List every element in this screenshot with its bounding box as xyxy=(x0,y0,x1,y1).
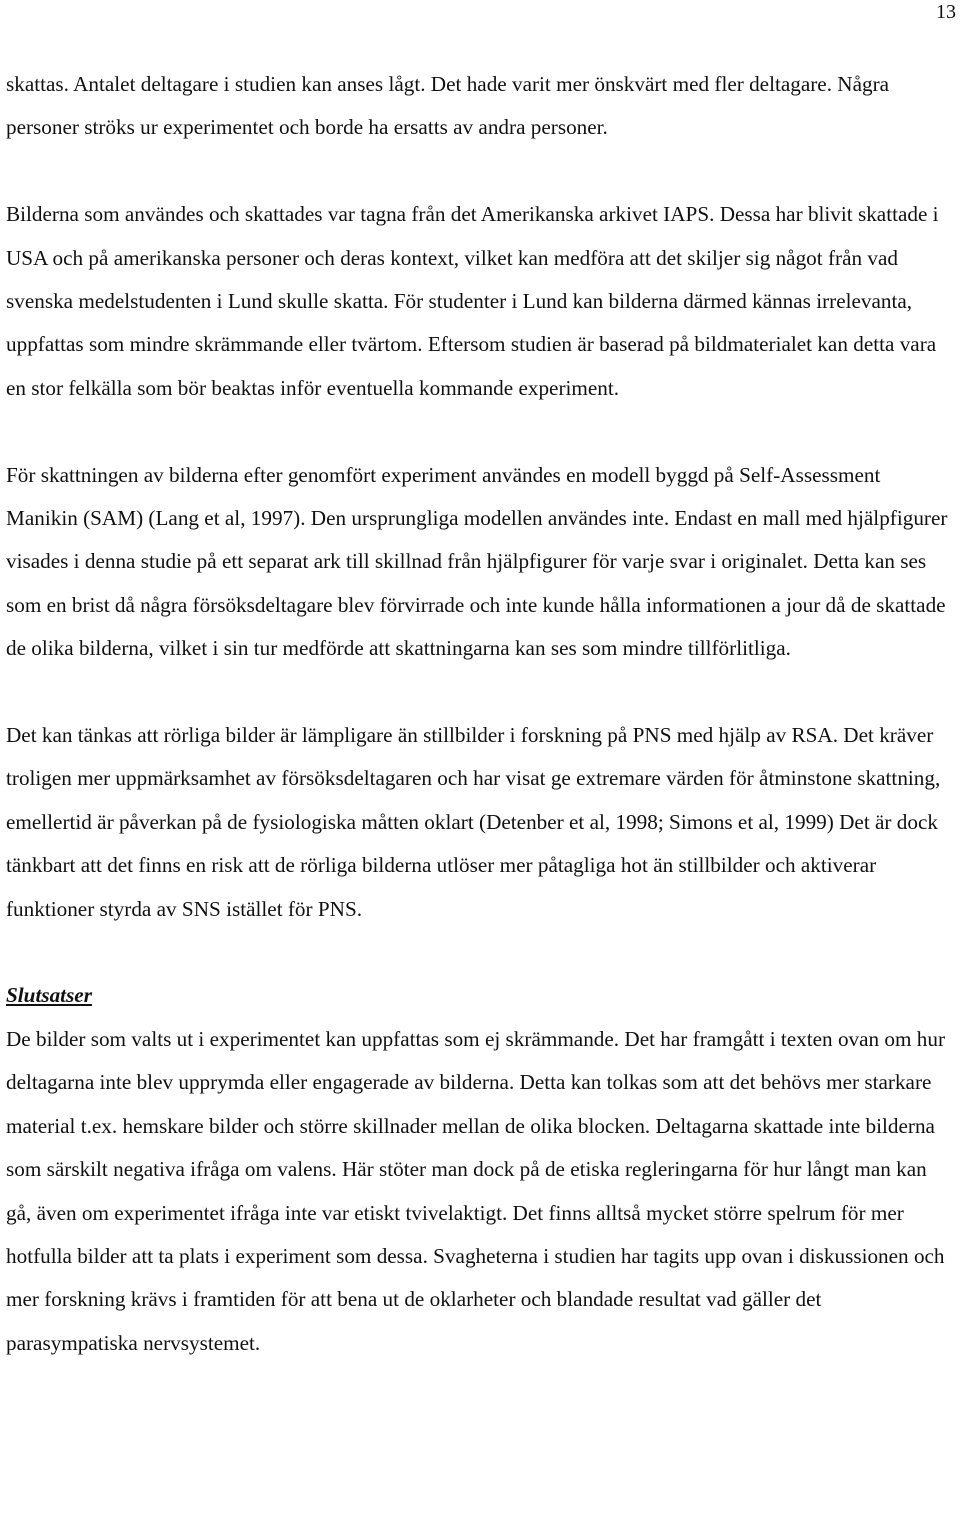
paragraph-participants: skattas. Antalet deltagare i studien kan anses lågt. Det hade varit mer önskvärt med fler deltagare. Några personer ströks ur experimentet och borde ha ersatts av andra personer. xyxy=(6,72,890,140)
paragraph-conclusions: De bilder som valts ut i experimentet kan uppfattas som ej skrämmande. Det har framgått i texten ovan om hur deltagarna inte blev upprymda eller engagerade av bilderna. Detta kan tolkas som att det behövs mer starkare material t.ex. hemskare bilder och större skillnader mellan de olika blocken. Deltagarna skattade inte bilderna som särskilt negativa ifråga om valens. Här stöter man dock på de etiska regleringarna för hur långt man kan gå, även om experimentet ifråga inte var etiskt tvivelaktigt. Det finns alltså mycket större spelrum för mer hotfulla bilder att ta plats i experiment som dessa. Svagheterna i studien har tagits upp ovan i diskussionen och mer forskning krävs i framtiden för att bena ut de oklarheter och blandade resultat vad gäller det parasympatiska nervsystemet. xyxy=(6,1026,946,1355)
paragraph-iaps-images: Bilderna som användes och skattades var tagna från det Amerikanska arkivet IAPS. Dessa har blivit skattade i USA och på amerikanska personer och deras kontext, vilket kan medföra att det skiljer sig något från vad svenska medelstudenten i Lund skulle skatta. För studenter i Lund kan bilderna därmed kännas irrelevanta, uppfattas som mindre skrämmande eller tvärtom. Eftersom studien är baserad på bildmaterialet kan detta vara en stor felkälla som bör beaktas inför eventuella kommande experiment. xyxy=(6,202,939,400)
document-body xyxy=(6,63,954,1365)
section-heading-slutsatser: Slutsatser xyxy=(6,983,92,1008)
paragraph-moving-images: Det kan tänkas att rörliga bilder är lämpligare än stillbilder i forskning på PNS med hjälp av RSA. Det kräver troligen mer uppmärksamhet av försöksdeltagaren och har visat ge extremare värden för åtminstone skattning, emellertid är påverkan på de fysiologiska måtten oklart (Detenber et al, 1998; Simons et al, 1999) Det är dock tänkbart att det finns en risk att de rörliga bilderna utlöser mer påtagliga hot än stillbilder och aktiverar funktioner styrda av SNS istället för PNS. xyxy=(6,723,941,921)
page-number: 13 xyxy=(936,1,956,23)
paragraph-sam-model: För skattningen av bilderna efter genomfört experiment användes en modell byggd på Self-Assessment Manikin (SAM) (Lang et al, 1997). Den ursprungliga modellen användes inte. Endast en mall med hjälpfigurer visades i denna studie på ett separat ark till skillnad från hjälpfigurer för varje svar i originalet. Detta kan ses som en brist då några försöksdeltagare blev förvirrade och inte kunde hålla informationen a jour då de skattade de olika bilderna, vilket i sin tur medförde att skattningarna kan ses som mindre tillförlitliga. xyxy=(6,462,948,661)
